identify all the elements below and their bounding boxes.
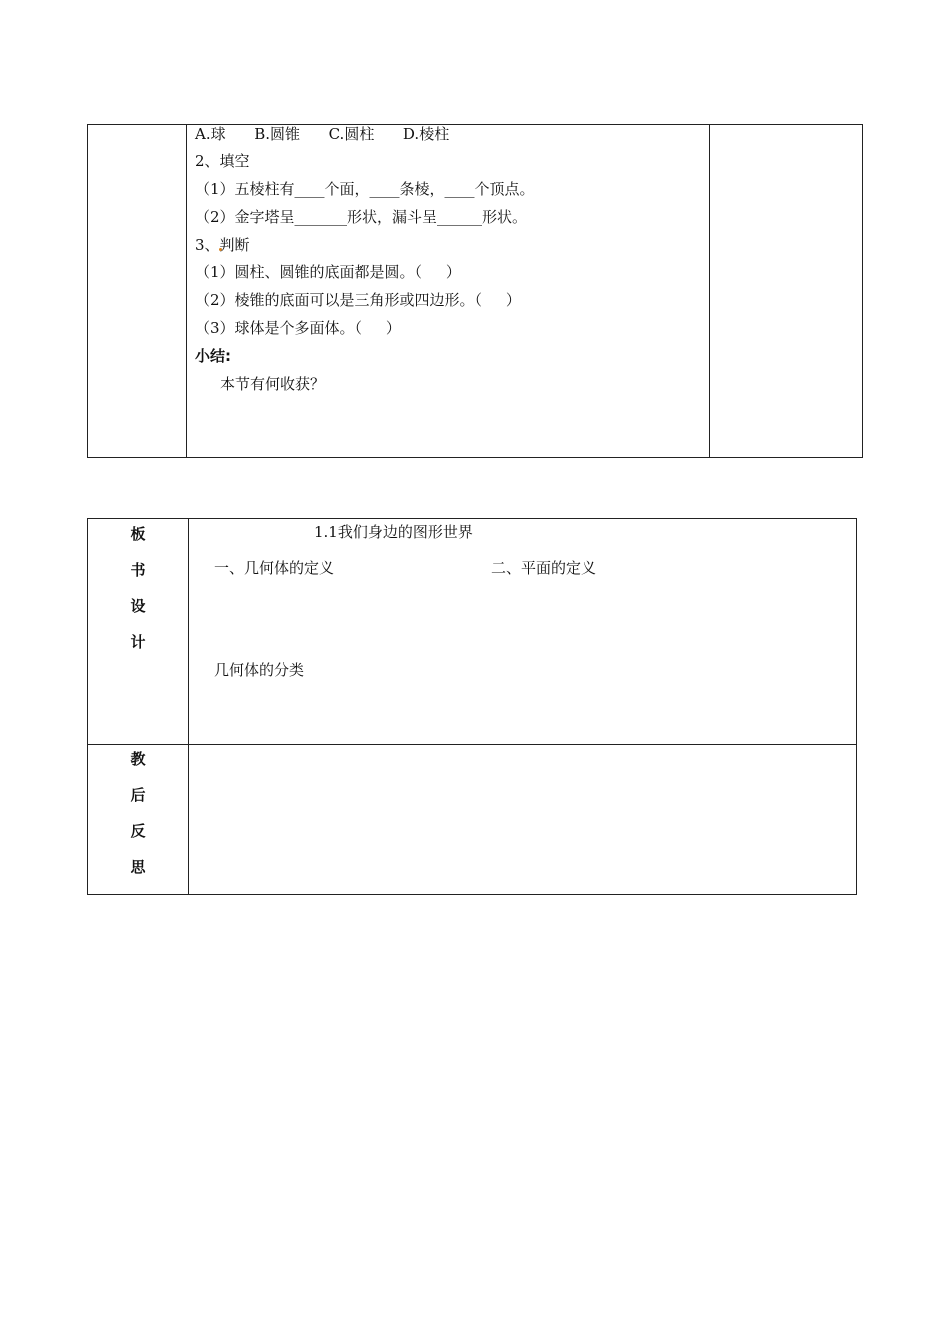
board-title: 1.1我们身边的图形世界 xyxy=(314,523,473,541)
board-design-table-divider xyxy=(188,518,189,895)
fill-blank-question-2: （2）金字塔呈_______形状，漏斗呈______形状。 xyxy=(195,208,528,226)
exercise-table-divider-right xyxy=(709,124,710,458)
board-section-classification: 几何体的分类 xyxy=(214,661,305,679)
summary-text: 本节有何收获？ xyxy=(220,375,326,393)
choice-options: A.球 B.圆锥 C.圆柱 D.棱柱 xyxy=(195,125,450,143)
board-label-char: 设 xyxy=(130,597,146,615)
board-section-plane: 二、平面的定义 xyxy=(491,559,597,577)
board-label-char: 计 xyxy=(130,633,146,651)
board-design-table xyxy=(87,518,857,895)
reflection-label-char: 后 xyxy=(130,786,146,804)
fill-blank-heading: 2、填空 xyxy=(195,152,250,170)
board-label-char: 书 xyxy=(130,561,146,579)
reflection-label-char: 教 xyxy=(130,750,146,768)
judgement-question-2: （2）棱锥的底面可以是三角形或四边形。（ ） xyxy=(195,291,521,309)
board-design-table-row-divider xyxy=(87,744,857,745)
exercise-table-divider-left xyxy=(186,124,187,458)
board-section-geometric-solids: 一、几何体的定义 xyxy=(214,559,335,577)
reflection-label-char: 思 xyxy=(130,858,146,876)
reflection-label-char: 反 xyxy=(130,822,146,840)
fill-blank-question-1: （1）五棱柱有____个面，____条棱，____个顶点。 xyxy=(195,180,535,198)
board-label-char: 板 xyxy=(130,525,146,543)
judgement-question-1: （1）圆柱、圆锥的底面都是圆。（ ） xyxy=(195,263,461,281)
judgement-heading: 3、判断 xyxy=(195,236,250,254)
judgement-question-3: （3）球体是个多面体。（ ） xyxy=(195,319,401,337)
summary-label: 小结: xyxy=(195,347,231,365)
